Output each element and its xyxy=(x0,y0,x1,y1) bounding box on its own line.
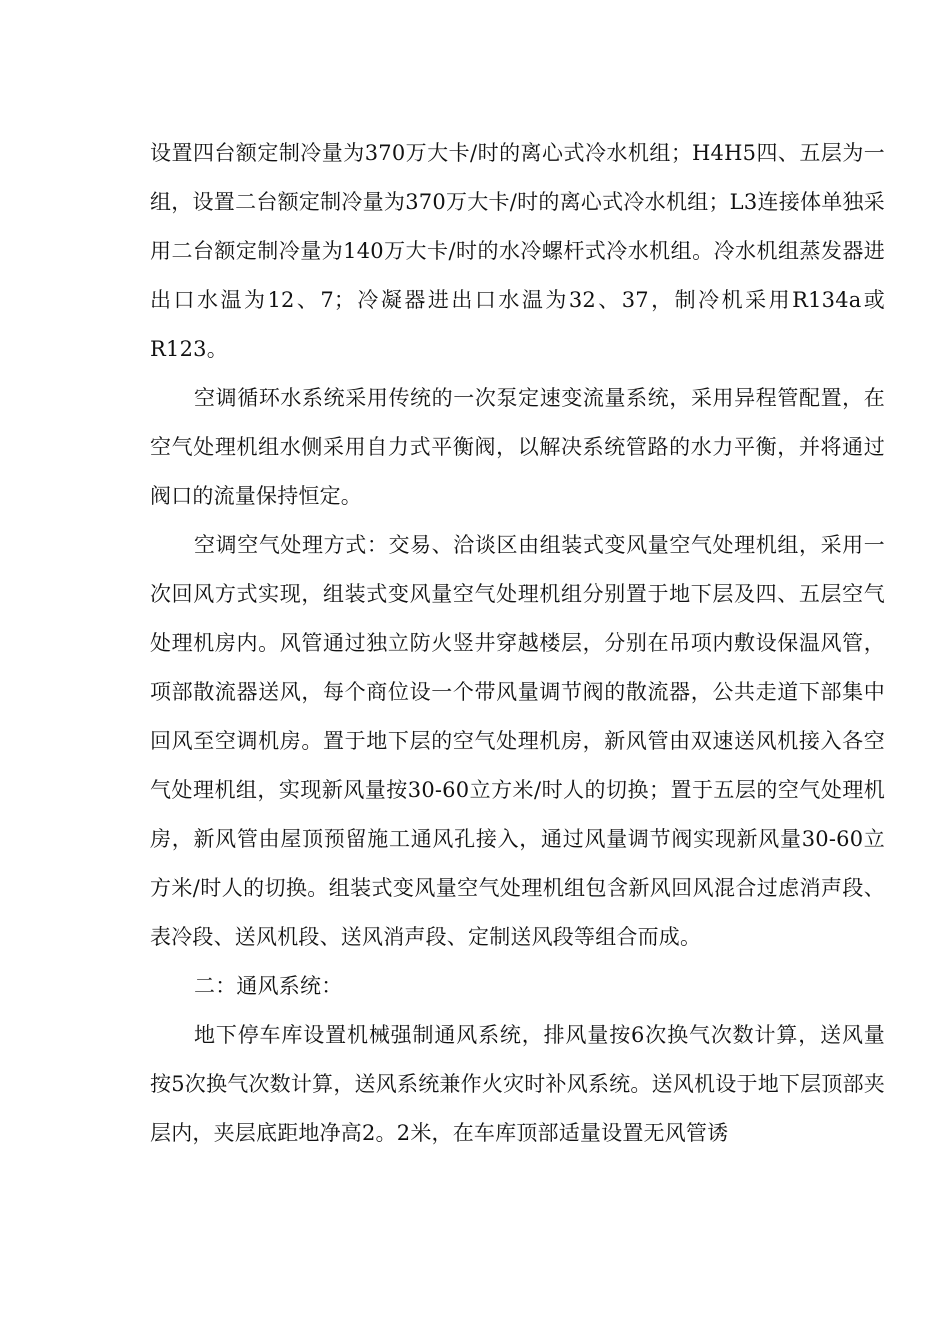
paragraph-air-handling: 空调空气处理方式：交易、洽谈区由组装式变风量空气处理机组，采用一次回风方式实现，组装式变风量空气处理机组分别置于地下层及四、五层空气处理机房内。风管通过独立防火竖井穿越楼层，分别在吊项内敷设保温风管，项部散流器送风，每个商位设一个带风量调节阀的散流器，公共走道下部集中回风至空调机房。置于地下层的空气处理机房，新风管由双速送风机接入各空气处理机组，实现新风量按30-60立方米/时人的切换；置于五层的空气处理机房，新风管由屋顶预留施工通风孔接入，通过风量调节阀实现新风量30-60立方米/时人的切换。组装式变风量空气处理机组包含新风回风混合过虑消声段、表冷段、送风机段、送风消声段、定制送风段等组合而成。 xyxy=(150,533,885,949)
paragraph-chiller-units: 设置四台额定制冷量为370万大卡/时的离心式冷水机组；H4H5四、五层为一组，设置二台额定制冷量为370万大卡/时的离心式冷水机组；L3连接体单独采用二台额定制冷量为140万大卡/时的水冷螺杆式冷水机组。冷水机组蒸发器进出口水温为12、7；冷凝器进出口水温为32、37，制冷机采用R134a或R123。 xyxy=(150,141,885,361)
document-body xyxy=(150,129,885,1158)
section-heading-ventilation: 二：通风系统： xyxy=(194,974,343,998)
paragraph-water-circulation: 空调循环水系统采用传统的一次泵定速变流量系统，采用异程管配置，在空气处理机组水侧采用自力式平衡阀，以解决系统管路的水力平衡，并将通过阀口的流量保持恒定。 xyxy=(150,386,885,508)
paragraph-garage-ventilation: 地下停车库设置机械强制通风系统，排风量按6次换气次数计算，送风量按5次换气次数计算，送风系统兼作火灾时补风系统。送风机设于地下层顶部夹层内，夹层底距地净高2。2米，在车库顶部适量设置无风管诱 xyxy=(150,1023,885,1145)
